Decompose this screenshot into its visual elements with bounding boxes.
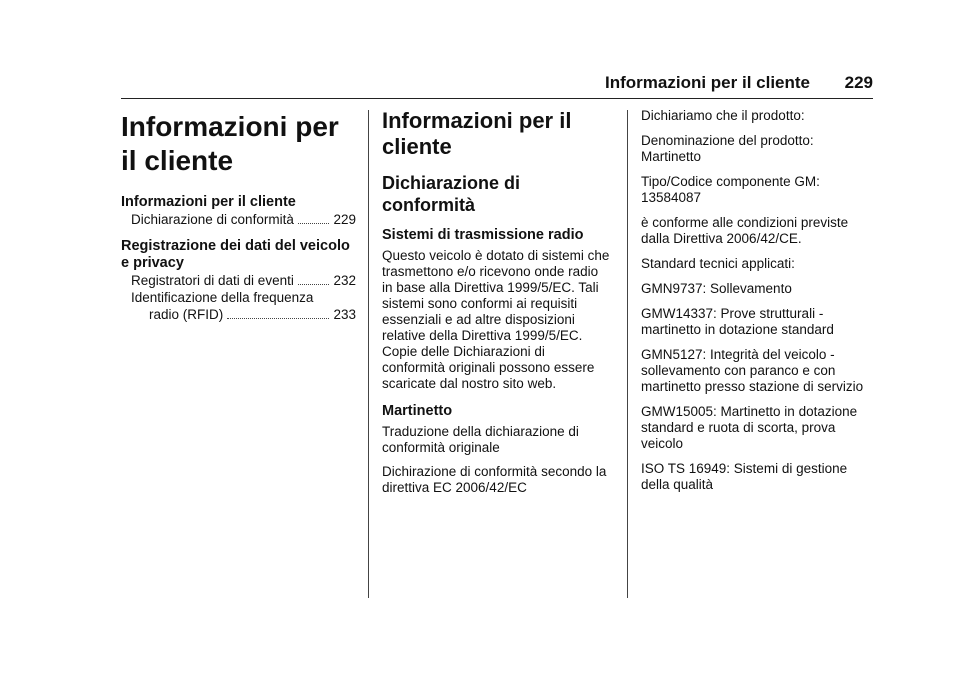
toc-entry-rfid-line1[interactable]: [121, 289, 356, 306]
toc-entry-page: 229: [333, 212, 356, 227]
toc-entry-rfid-line2[interactable]: [121, 306, 356, 323]
toc-entry-registratori[interactable]: [121, 272, 356, 289]
page-header: [121, 71, 873, 99]
toc-dots: [298, 211, 330, 224]
chapter-title: Informazioni per il cliente: [121, 111, 339, 176]
table-of-contents: [121, 194, 356, 323]
column-divider-1: [368, 110, 369, 598]
paragraph-gmn5127: GMN5127: Integrità del veicolo - sollevamento con paranco e con martinetto presso stazione di servizio: [641, 347, 864, 394]
section-title: Informazioni per il cliente: [382, 108, 572, 159]
column-toc: [121, 108, 356, 323]
toc-entry-dichiarazione[interactable]: [121, 211, 356, 228]
column-middle: [382, 108, 610, 504]
toc-entry-label: Dichiarazione di conformità: [131, 212, 294, 227]
paragraph-directive: Dichirazione di conformità secondo la direttiva EC 2006/42/EC: [382, 464, 607, 495]
paragraph-iso-ts16949: ISO TS 16949: Sistemi di gestione della qualità: [641, 461, 848, 492]
heading-radio-systems: Sistemi di trasmissione radio: [382, 227, 584, 243]
toc-entry-label: Identificazione della frequenza: [131, 290, 314, 305]
toc-heading-registrazione: Registrazione dei dati del veicolo e privacy: [121, 238, 350, 271]
toc-heading-informazioni: Informazioni per il cliente: [121, 194, 296, 210]
paragraph-translation: Traduzione della dichiarazione di conformità originale: [382, 424, 579, 455]
paragraph-standards-heading: Standard tecnici applicati:: [641, 256, 795, 271]
page-number: 229: [844, 73, 873, 92]
toc-entry-page: 232: [333, 273, 356, 288]
paragraph-part-code: Tipo/Codice componente GM: 13584087: [641, 174, 820, 205]
toc-dots: [227, 306, 329, 319]
heading-martinetto: Martinetto: [382, 403, 453, 419]
toc-entry-label: Registratori di dati di eventi: [131, 273, 294, 288]
paragraph-gmw14337: GMW14337: Prove strutturali - martinetto in dotazione standard: [641, 306, 834, 337]
paragraph-conformity: è conforme alle condizioni previste dalla Direttiva 2006/42/CE.: [641, 215, 849, 246]
running-header-title: Informazioni per il cliente: [605, 73, 810, 92]
column-right: [641, 108, 873, 502]
paragraph-product-name: Denominazione del prodotto: Martinetto: [641, 133, 814, 164]
paragraph-gmw15005: GMW15005: Martinetto in dotazione standard e ruota di scorta, prova veicolo: [641, 404, 858, 451]
column-divider-2: [627, 110, 628, 598]
toc-entry-label: radio (RFID): [149, 307, 224, 322]
subsection-title: Dichiarazione di conformità: [382, 173, 521, 215]
toc-dots: [298, 272, 330, 285]
paragraph-declaration: Dichiariamo che il prodotto:: [641, 108, 805, 123]
paragraph-radio-systems: Questo veicolo è dotato di sistemi che trasmettono e/o ricevono onde radio in base alla Direttiva 1999/5/EC. Tali sistemi sono conformi ai requisiti essenziali e ad altre disposizioni relative della Direttiva 1999/5/EC. Copie delle Dichiarazioni di conformità originali possono essere scaricate dal nostro sito web.: [382, 248, 610, 391]
paragraph-gmn9737: GMN9737: Sollevamento: [641, 281, 792, 296]
toc-entry-page: 233: [333, 307, 356, 322]
